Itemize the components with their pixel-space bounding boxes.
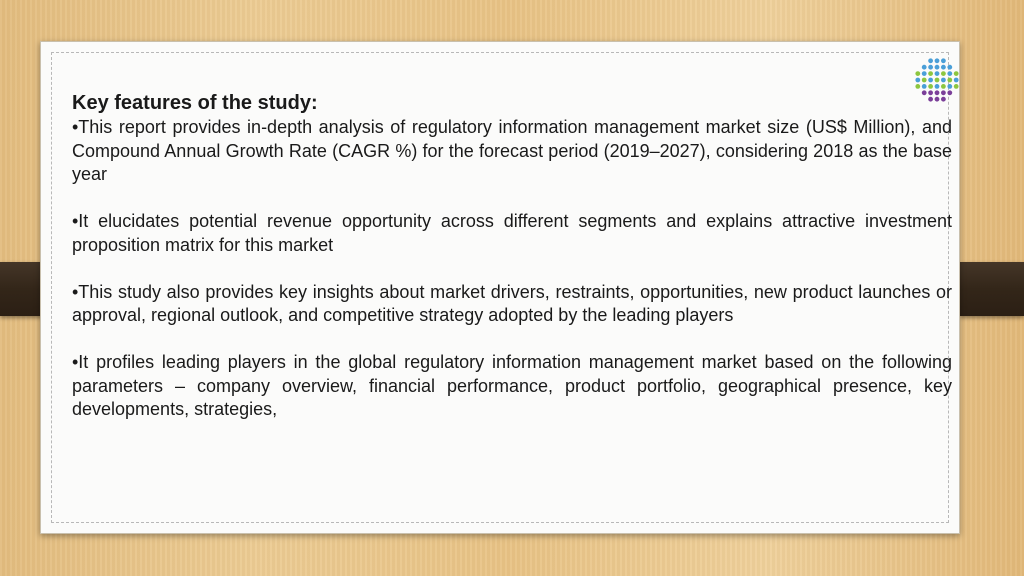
logo-dot: [935, 65, 940, 70]
logo-dot: [928, 58, 933, 63]
paragraph-report-analysis: •This report provides in-depth analysis of regulatory information management market size (US$ Million), and Compound Annual Growth Rate (CAGR %) for the forecast period (2019–2027), considering 2018 as the base year: [72, 117, 952, 184]
decorative-bar-right: [960, 262, 1024, 316]
logo-dot: [915, 71, 920, 76]
logo-dot: [928, 84, 933, 89]
logo-dot: [928, 65, 933, 70]
logo-dot: [954, 78, 959, 83]
logo-dot: [947, 78, 952, 83]
logo-dot: [941, 84, 946, 89]
logo-dot: [922, 71, 927, 76]
logo-dot: [935, 71, 940, 76]
logo-dot: [935, 58, 940, 63]
logo-dot: [941, 78, 946, 83]
logo-dot: [941, 71, 946, 76]
paragraph-revenue-opportunity: •It elucidates potential revenue opportunity across different segments and explains attractive investment proposition matrix for this market: [72, 211, 952, 255]
slide-content: [72, 90, 952, 445]
paragraph-key-insights: •This study also provides key insights about market drivers, restraints, opportunities, new product launches or approval, regional outlook, and competitive strategy adopted by the leading players: [72, 281, 952, 325]
logo-dot: [941, 65, 946, 70]
logo-dot: [947, 84, 952, 89]
logo-dot: [954, 71, 959, 76]
logo-dot: [947, 71, 952, 76]
logo-dot: [922, 65, 927, 70]
logo-dot: [915, 78, 920, 83]
logo-dot: [922, 84, 927, 89]
logo-dot: [928, 71, 933, 76]
logo-dot: [915, 84, 920, 89]
slide-heading: Key features of the study:: [72, 92, 318, 114]
logo-dot: [947, 65, 952, 70]
logo-dot: [935, 84, 940, 89]
logo-dot: [928, 78, 933, 83]
logo-dot: [954, 84, 959, 89]
logo-dot: [941, 58, 946, 63]
logo-dot: [922, 78, 927, 83]
logo-dot: [935, 78, 940, 83]
paragraph-leading-players: •It profiles leading players in the global regulatory information management market based on the following parameters – company overview, financial performance, product portfolio, geographical presence, key developments, strategies,: [72, 352, 952, 419]
